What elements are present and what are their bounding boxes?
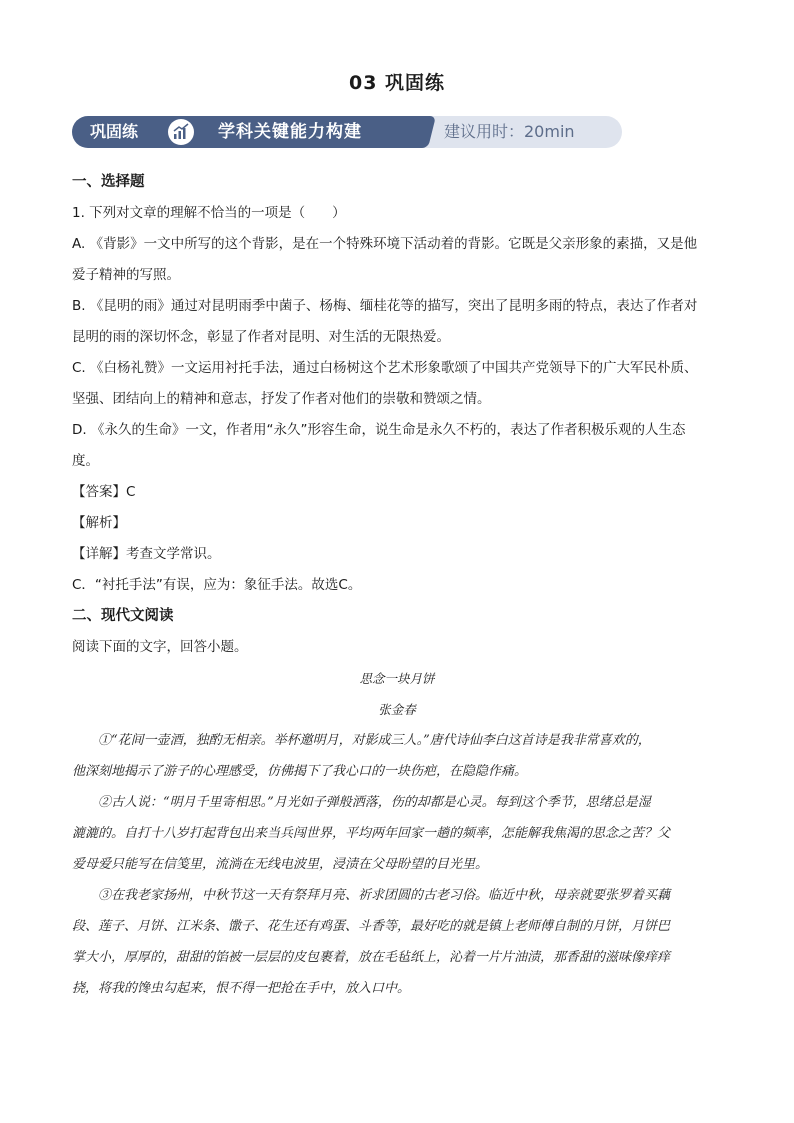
paragraph-1-line2: 他深刻地揭示了游子的心理感受，仿佛揭下了我心口的一块伤疤，在隐隐作痛。 bbox=[72, 764, 528, 779]
paragraph-3-line4: 挠，将我的馋虫勾起来，恨不得一把抢在手中，放入口中。 bbox=[72, 981, 411, 996]
section1-heading: 一、选择题 bbox=[72, 174, 145, 190]
detail: 【详解】考查文学常识。 bbox=[72, 546, 221, 562]
option-b-line1: B. 《昆明的雨》通过对昆明雨季中菌子、杨梅、缅桂花等的描写，突出了昆明多雨的特点，表达了作者对 bbox=[72, 298, 698, 314]
reading-instruction: 阅读下面的文字，回答小题。 bbox=[72, 639, 248, 655]
paragraph-3-line2: 段、莲子、月饼、江米条、馓子、花生还有鸡蛋、斗香等，最好吃的就是镇上老师傅自制的月饼，月饼巴 bbox=[72, 919, 671, 934]
paragraph-1-line1: ①“花间一壶酒，独酌无相亲。举杯邀明月，对影成三人。”唐代诗仙李白这首诗是我非常喜欢的， bbox=[98, 733, 651, 748]
explanation: C．“衬托手法”有误，应为：象征手法。故选C。 bbox=[72, 577, 362, 593]
passage-title: 思念一块月饼 bbox=[359, 671, 435, 686]
banner-label: 巩固练 bbox=[90, 122, 139, 141]
paragraph-2-line1: ②古人说：“明月千里寄相思。”月光如子弹般洒落，伤的却都是心灵。每到这个季节，思绪总是湿 bbox=[98, 795, 651, 810]
chart-growth-icon bbox=[168, 119, 194, 145]
option-d-line2: 度。 bbox=[72, 453, 99, 469]
option-b-line2: 昆明的雨的深切怀念，彰显了作者对昆明、对生活的无限热爱。 bbox=[72, 329, 450, 345]
banner-time: 建议用时：20min bbox=[444, 122, 575, 141]
option-a-line2: 爱子精神的写照。 bbox=[72, 267, 180, 283]
section2-heading: 二、现代文阅读 bbox=[72, 608, 174, 624]
option-d-line1: D. 《永久的生命》一文，作者用“永久”形容生命，说生命是永久不朽的，表达了作者积极乐观的人生态 bbox=[72, 422, 686, 438]
section-banner bbox=[72, 116, 622, 148]
option-c-line1: C. 《白杨礼赞》一文运用衬托手法，通过白杨树这个艺术形象歌颂了中国共产党领导下的广大军民朴质、 bbox=[72, 360, 698, 376]
page-title: 03 巩固练 bbox=[348, 72, 446, 94]
paragraph-2-line2: 漉漉的。自打十八岁打起背包出来当兵闯世界，平均两年回家一趟的频率，怎能解我焦渴的思念之苦？父 bbox=[72, 826, 671, 841]
question-1: 1. 下列对文章的理解不恰当的一项是（ ） bbox=[72, 205, 346, 221]
option-c-line2: 坚强、团结向上的精神和意志，抒发了作者对他们的崇敬和赞颂之情。 bbox=[72, 391, 491, 407]
banner-subject: 学科关键能力构建 bbox=[218, 122, 362, 142]
analysis-label: 【解析】 bbox=[72, 515, 126, 531]
paragraph-3-line3: 掌大小，厚厚的，甜甜的馅被一层层的皮包裹着，放在毛毡纸上，沁着一片片油渍，那香甜的滋味像痒痒 bbox=[72, 950, 671, 965]
banner-blue-edge bbox=[384, 116, 436, 148]
passage-body bbox=[72, 725, 722, 1004]
answer: 【答案】C bbox=[72, 484, 136, 500]
paragraph-3-line1: ③在我老家扬州，中秋节这一天有祭拜月亮、祈求团圆的古老习俗。临近中秋，母亲就要张罗着买藕 bbox=[98, 888, 671, 903]
paragraph-2-line3: 爱母爱只能写在信笺里，流淌在无线电波里，浸渍在父母盼望的目光里。 bbox=[72, 857, 489, 872]
passage-author: 张金春 bbox=[378, 702, 416, 717]
option-a-line1: A. 《背影》一文中所写的这个背影，是在一个特殊环境下活动着的背影。它既是父亲形象的素描，又是他 bbox=[72, 236, 698, 252]
